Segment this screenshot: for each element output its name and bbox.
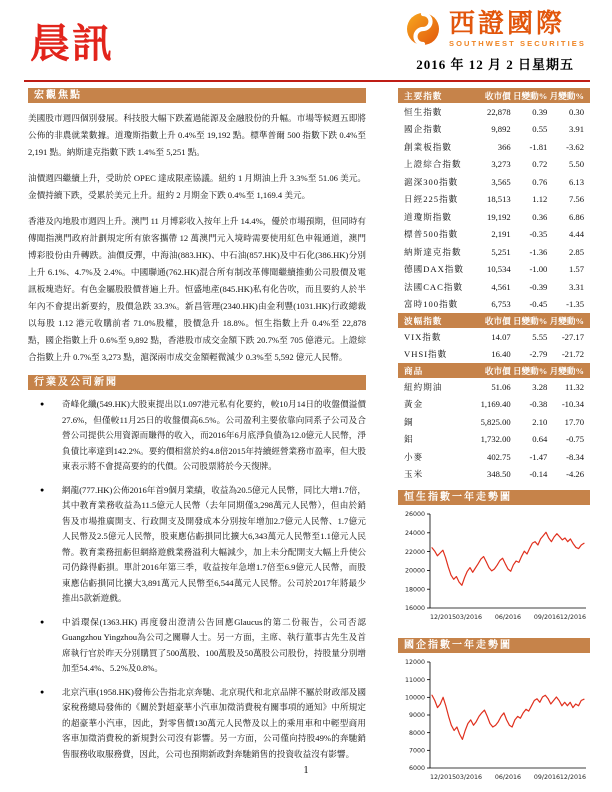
price-line <box>432 532 584 585</box>
month-change-cell: -10.34 <box>561 399 585 410</box>
table-row <box>398 296 590 314</box>
table-row <box>398 103 590 121</box>
page-number: 1 <box>303 765 309 776</box>
column-header-cell: 日變動% <box>512 365 548 376</box>
x-tick-label: 03/2016 <box>455 774 483 781</box>
close-price-cell: 10,534 <box>487 264 511 275</box>
instrument-name-cell: 法國CAC指數 <box>404 281 464 292</box>
table-row <box>398 328 590 346</box>
table-title-cell: 主要指數 <box>404 90 443 101</box>
month-change-cell: 6.13 <box>568 176 585 187</box>
close-price-cell: 14.07 <box>491 331 511 342</box>
column-header-cell: 收市價 <box>484 90 511 101</box>
column-header-cell: 月變動% <box>549 365 585 376</box>
x-tick-label: 12/2015 <box>430 774 457 781</box>
table-row <box>398 173 590 191</box>
close-price-cell: 366 <box>497 141 511 152</box>
y-tick-label: 20000 <box>404 567 425 575</box>
y-tick-label: 16000 <box>404 605 425 613</box>
day-change-cell: -0.14 <box>529 469 548 480</box>
hsi-chart <box>398 508 590 626</box>
day-change-cell: 5.55 <box>532 331 548 342</box>
y-tick-label: 6000 <box>408 765 425 773</box>
month-change-cell: -8.34 <box>566 451 585 462</box>
table-title-cell: 商品 <box>404 365 424 376</box>
instrument-name-cell: 黃金 <box>404 399 424 410</box>
x-tick-label: 09/2016 <box>533 774 561 781</box>
market-data-column <box>398 88 590 791</box>
month-change-cell: 4.44 <box>568 229 585 240</box>
month-change-cell: 7.56 <box>568 194 585 205</box>
news-bullet-list <box>28 397 366 762</box>
y-tick-label: 12000 <box>404 659 425 667</box>
day-change-cell: -1.81 <box>529 141 548 152</box>
instrument-name-cell: 小麥 <box>404 451 424 462</box>
x-tick-label: 06/2016 <box>494 774 522 781</box>
instrument-name-cell: 標普500指數 <box>404 229 459 240</box>
month-change-cell: 1.57 <box>568 264 585 275</box>
instrument-name-cell: 日經225指數 <box>404 194 459 205</box>
instrument-name-cell: 滬深300指數 <box>404 176 459 187</box>
market-table <box>398 88 590 313</box>
brand-name-cn: 西證國際 <box>448 9 565 38</box>
day-change-cell: -1.00 <box>529 264 548 275</box>
y-tick-label: 7000 <box>408 747 425 755</box>
day-change-cell: 0.55 <box>532 124 548 135</box>
close-price-cell: 402.75 <box>487 451 511 462</box>
table-row <box>398 396 590 414</box>
table-row <box>398 138 590 156</box>
close-price-cell: 3,565 <box>491 176 511 187</box>
month-change-cell: -21.72 <box>561 349 585 360</box>
close-price-cell: 348.50 <box>487 469 511 480</box>
month-change-cell: 2.85 <box>568 246 585 257</box>
close-price-cell: 5,825.00 <box>480 416 511 427</box>
close-price-cell: 4,561 <box>491 281 511 292</box>
x-tick-label: 12/2016 <box>559 614 586 621</box>
y-tick-label: 9000 <box>408 712 425 720</box>
day-change-cell: -0.39 <box>529 281 548 292</box>
day-change-cell: 0.72 <box>532 159 548 170</box>
y-tick-label: 8000 <box>408 729 425 737</box>
day-change-cell: 0.36 <box>532 211 548 222</box>
instrument-name-cell: 銅 <box>404 416 414 427</box>
close-price-cell: 5,251 <box>491 246 511 257</box>
chart-title-bar: 國企指數一年走勢圖 <box>398 638 590 653</box>
section-header-news: 行業及公司新聞 <box>28 375 366 390</box>
instrument-name-cell: 紐約期油 <box>404 381 443 392</box>
y-tick-label: 11000 <box>404 676 425 684</box>
instrument-name-cell: 鋁 <box>404 434 414 445</box>
day-change-cell: -0.38 <box>529 399 548 410</box>
macro-paragraph: 美國股市週四個別發展。科技股大幅下跌蓋過能源及金融股份的升幅。市場等候週五即將公佈的非農就業數據。道瓊斯指數上升 0.4%至 19,192 點。標準普爾 500 指數下跌 0.4%至 2,191 點。納斯達克指數下跌 1.4%至 5,251 點。 <box>28 113 366 157</box>
instrument-name-cell: VIX指數 <box>404 331 442 342</box>
instrument-name-cell: 恒生指數 <box>404 106 443 117</box>
month-change-cell: -0.75 <box>566 434 585 445</box>
day-change-cell: 0.39 <box>532 106 548 117</box>
close-price-cell: 1,169.40 <box>480 399 511 410</box>
table-row <box>398 466 590 484</box>
x-tick-label: 12/2016 <box>559 774 586 781</box>
news-bullet-item: ● 中滔環保(1363.HK) 再度發出澄清公告回應Glaucus的第二份報告，公司否認Guangzhou Yingzhou為公司之關聯人士。另一方面，主席、執行董事古先生及首席執行官於昨天分別購買了500萬股、100萬股及50萬股公司股份，持股量分別增加至54.4%、5.2%及0.8%。 <box>28 615 366 677</box>
day-change-cell: 0.64 <box>532 434 548 445</box>
column-header-cell: 月變動% <box>549 315 585 326</box>
table-row <box>398 191 590 209</box>
y-tick-label: 10000 <box>404 694 425 702</box>
day-change-cell: -0.35 <box>529 229 548 240</box>
table-row <box>398 121 590 139</box>
month-change-cell: 0.30 <box>568 106 585 117</box>
instrument-name-cell: 德國DAX指數 <box>404 264 464 275</box>
month-change-cell: 3.91 <box>568 124 585 135</box>
table-header-row <box>398 313 590 328</box>
column-header-cell: 日變動% <box>512 315 548 326</box>
chart-title-bar: 恒生指數一年走勢圖 <box>398 490 590 505</box>
close-price-cell: 2,191 <box>491 229 511 240</box>
chart-axes <box>430 662 586 768</box>
brand-text <box>449 10 586 48</box>
table-row <box>398 278 590 296</box>
price-line <box>432 695 584 739</box>
instrument-name-cell: VHSI指數 <box>404 349 448 360</box>
market-table <box>398 363 590 483</box>
chart-axes <box>430 514 586 608</box>
instrument-name-cell: 上證綜合指數 <box>404 159 462 170</box>
close-price-cell: 1,732.00 <box>480 434 511 445</box>
close-price-cell: 9,892 <box>491 124 511 135</box>
table-row <box>398 448 590 466</box>
table-row <box>398 431 590 449</box>
table-header-row <box>398 363 590 378</box>
macro-paragraph: 油價週四繼續上升，受助於 OPEC 達成限產協議。紐約 1 月期油上升 3.3%至 51.06 美元。金價持續下跌，受累於美元上升。紐約 2 月期金下跌 0.4%至 1,169.4 美元。 <box>28 173 366 200</box>
y-tick-label: 24000 <box>404 530 425 537</box>
news-bullet-item: ● 北京汽車(1958.HK)發佈公告指北京奔馳、北京現代和北京品牌不屬於財政部及國家稅務總局發佈的《關於對超豪華小汽車加徵消費稅有關事項的通知》中所規定的超豪華小汽車，因此，對零售價130萬元人民幣及以上的乘用車和中輕型商用客車加徵消費稅的新規對公司沒有影響。另一方面，公司僅向持股49%的奔馳銷售服務收取服務費，因此，公司也預期新政對奔馳銷售的投資收益沒有影響。 <box>28 685 366 763</box>
month-change-cell: 11.32 <box>564 381 585 392</box>
column-header-cell: 收市價 <box>484 365 511 376</box>
month-change-cell: 17.70 <box>564 416 585 427</box>
brand-swirl-icon <box>405 11 441 47</box>
instrument-name-cell: 玉米 <box>404 469 424 480</box>
month-change-cell: -1.35 <box>566 299 585 310</box>
table-row <box>398 261 590 279</box>
x-tick-label: 12/2015 <box>430 614 457 621</box>
close-price-cell: 19,192 <box>487 211 511 222</box>
close-price-cell: 18,513 <box>487 194 511 205</box>
table-row <box>398 226 590 244</box>
brand-name-en: SOUTHWEST SECURITIES <box>448 39 586 48</box>
table-row <box>398 156 590 174</box>
close-price-cell: 22,878 <box>487 106 511 117</box>
day-change-cell: 3.28 <box>532 381 548 392</box>
y-tick-label: 22000 <box>404 548 425 556</box>
news-bullet-item: ● 奇峰化纖(549.HK)大股東提出以1.097港元私有化要約，較10月14日的收盤價溢價27.6%，但僅較11月25日的收盤價高6.5%。公司盈利主要依靠向同系子公司及合營公司提供公用資源而賺得的收入，而2016年6月底淨負債為12.0億元人民幣，淨負債比率達到142.2%。要約價相當於約4.8倍2015年持續經營業務市盈率，但大股東表示將不會提高要約的代價。公司股票將於今天復牌。 <box>28 397 366 475</box>
month-change-cell: 3.31 <box>568 281 585 292</box>
day-change-cell: -2.79 <box>529 349 548 360</box>
close-price-cell: 3,273 <box>491 159 511 170</box>
day-change-cell: -1.47 <box>529 451 548 462</box>
table-header-row <box>398 88 590 103</box>
macro-paragraph: 香港及內地股市週四上升。澳門 11 月博彩收入按年上升 14.4%，優於市場預期，但同時有傳聞指澳門政府計劃規定所有旅客攜帶 12 萬澳門元入境時需要使用紅色申報通道，澳門博彩股份由升轉跌。油價反彈，中海油(883.HK)、中石油(857.HK)及中石化(386.HK)分別上升 6.1%、4.7%及 2.4%。中國聯通(762.HK)混合所有制改革傳聞繼續推動公司股價及電訊板塊造好。有色金屬股股價普遍上升。恒盛地產(845.HK)私有化告吹，而且要約人於半年內不會提出新要約，股價急跌 33.3%。新昌管理(2340.HK)由金利豐(1031.HK)行政總裁以每股 1.12 港元收購前者 71.0%股權，股價急升 18.8%。恒生指數上升 0.4%至 22,878 點，國企指數上升 0.6%至 9,892 點，香港股市成交金額下跌 20.7%至 705 億港元。上證綜合指數上升 0.7%至 3,273 點，滬深兩市成交金額輕微減少 0.3%至 5,592 億元人民幣。 <box>28 216 366 362</box>
close-price-cell: 6,753 <box>491 299 511 310</box>
close-price-cell: 16.40 <box>491 349 511 360</box>
column-header-cell: 月變動% <box>549 90 585 101</box>
y-tick-label: 26000 <box>404 511 425 519</box>
column-header-cell: 日變動% <box>512 90 548 101</box>
charts-area <box>398 490 590 791</box>
newsletter-title: 晨訊 <box>30 21 114 66</box>
brand-logo <box>405 10 586 48</box>
column-header-cell: 收市價 <box>484 315 511 326</box>
day-change-cell: 2.10 <box>532 416 548 427</box>
x-tick-label: 06/2016 <box>494 614 522 621</box>
month-change-cell: -4.26 <box>566 469 585 480</box>
x-tick-label: 03/2016 <box>455 614 483 621</box>
table-row <box>398 208 590 226</box>
day-change-cell: 0.76 <box>532 176 548 187</box>
table-row <box>398 346 590 364</box>
month-change-cell: 6.86 <box>568 211 585 222</box>
table-title-cell: 波幅指數 <box>404 315 443 326</box>
month-change-cell: 5.50 <box>568 159 585 170</box>
main-article-column <box>28 88 366 770</box>
market-table <box>398 313 590 363</box>
month-change-cell: -3.62 <box>566 141 585 152</box>
x-tick-label: 09/2016 <box>533 614 561 621</box>
news-bullet-item: ● 網龍(777.HK)公佈2016年首9個月業績，收益為20.5億元人民幣，同比大增1.7倍，其中教育業務收益為11.5億元人民幣（去年同期僅3,298萬元人民幣），但由於銷售及市場推廣開支、行政開支及開發成本分別按年增加2.7億元人民幣、1.7億元人民幣及2.5億元人民幣，股東應佔虧損同比擴大6,343萬元人民幣至1.1億元人民幣。教育業務扭虧但網絡遊戲業務溢利大幅減少，加上未分配開支大幅上升使公司仍錄得虧損。單計2016年第三季，收益按年急增1.7倍至6.9億元人民幣，而股東應佔虧損同比擴大3,891萬元人民幣至6,544萬元人民幣。公司於2017年將最少推出5款新遊戲。 <box>28 483 366 607</box>
header-rule <box>24 80 590 82</box>
indices-tables <box>398 88 590 483</box>
instrument-name-cell: 道瓊斯指數 <box>404 211 452 222</box>
chart-block <box>398 490 590 631</box>
table-row <box>398 413 590 431</box>
instrument-name-cell: 納斯達克指數 <box>404 246 462 257</box>
instrument-name-cell: 國企指數 <box>404 124 443 135</box>
instrument-name-cell: 富時100指數 <box>404 299 459 310</box>
macro-paragraphs <box>28 110 366 366</box>
issue-date: 2016 年 12 月 2 日星期五 <box>416 57 574 72</box>
day-change-cell: -1.36 <box>529 246 548 257</box>
section-header-macro: 宏觀焦點 <box>28 88 366 103</box>
table-row <box>398 243 590 261</box>
close-price-cell: 51.06 <box>491 381 511 392</box>
table-row <box>398 378 590 396</box>
instrument-name-cell: 創業板指數 <box>404 141 452 152</box>
month-change-cell: -27.17 <box>561 331 585 342</box>
day-change-cell: 1.12 <box>532 194 548 205</box>
y-tick-label: 18000 <box>404 586 425 594</box>
day-change-cell: -0.45 <box>529 299 548 310</box>
